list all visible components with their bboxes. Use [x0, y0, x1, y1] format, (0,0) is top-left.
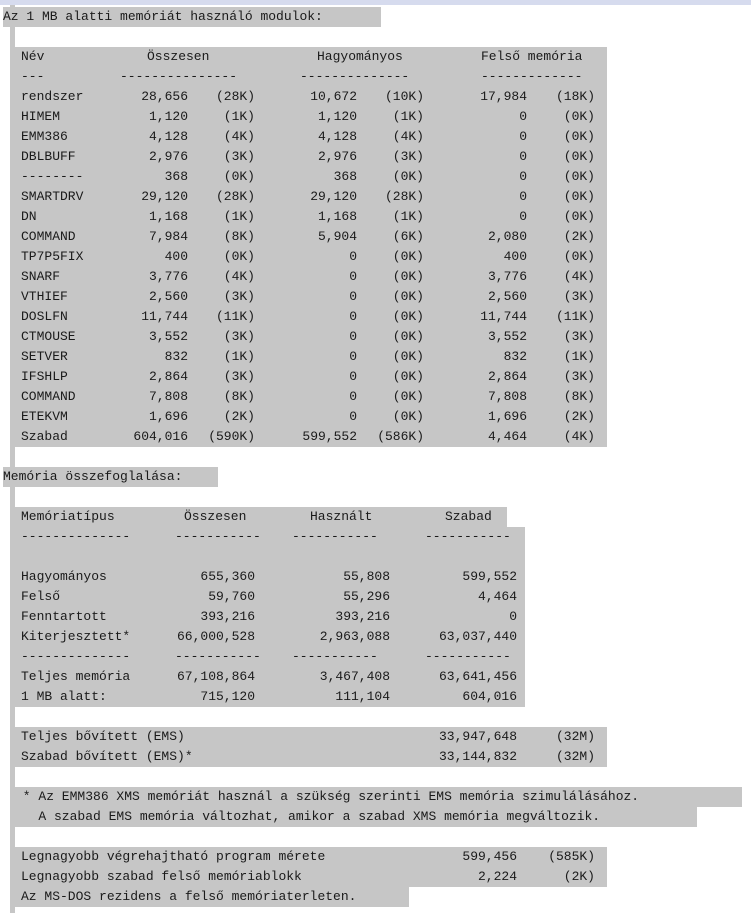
module-row — [15, 427, 607, 447]
dash: ----------- — [175, 649, 261, 664]
note-line — [15, 787, 742, 807]
total-bytes: 1,120 — [148, 109, 188, 124]
module-name: SMARTDRV — [21, 189, 84, 204]
module-name: SETVER — [21, 349, 68, 364]
module-name: DOSLFN — [21, 309, 68, 324]
total-k: (1K) — [223, 349, 255, 364]
upper-bytes: 3,552 — [487, 329, 527, 344]
size: (32M) — [555, 749, 595, 764]
upper-k: (4K) — [563, 429, 595, 444]
col-upper: Felső memória — [481, 49, 583, 64]
conventional-bytes: 1,120 — [317, 109, 357, 124]
module-row — [15, 347, 607, 367]
total-bytes: 7,808 — [148, 389, 188, 404]
conventional-k: (1K) — [392, 209, 424, 224]
note-line — [15, 807, 697, 827]
dash: --- — [21, 69, 45, 84]
conventional-bytes: 0 — [349, 409, 357, 424]
module-row — [15, 247, 607, 267]
upper-k: (2K) — [563, 409, 595, 424]
used: 55,296 — [343, 589, 390, 604]
total-bytes: 1,168 — [148, 209, 188, 224]
module-row — [15, 387, 607, 407]
upper-k: (0K) — [563, 189, 595, 204]
total-k: (4K) — [223, 269, 255, 284]
total-k: (0K) — [223, 169, 255, 184]
total-k: (3K) — [223, 329, 255, 344]
summary-row — [15, 567, 525, 587]
memory-type: Hagyományos — [21, 569, 107, 584]
module-name: SNARF — [21, 269, 61, 284]
total-k: (3K) — [223, 289, 255, 304]
total-bytes: 604,016 — [133, 429, 188, 444]
dash: -------------- — [21, 649, 131, 664]
summary-row — [15, 587, 525, 607]
label: Legnagyobb szabad felső memóriablokk — [21, 869, 302, 884]
upper-k: (0K) — [563, 149, 595, 164]
upper-k: (0K) — [563, 129, 595, 144]
conventional-k: (10K) — [384, 89, 424, 104]
size: (32M) — [555, 729, 595, 744]
col-free: Szabad — [445, 509, 492, 524]
dash: ----------- — [425, 649, 511, 664]
conventional-k: (586K) — [377, 429, 424, 444]
memory-type: Kiterjesztett* — [21, 629, 131, 644]
conventional-k: (6K) — [392, 229, 424, 244]
memory-type: Fenntartott — [21, 609, 107, 624]
conventional-bytes: 0 — [349, 329, 357, 344]
total-k: (3K) — [223, 149, 255, 164]
total-k: (2K) — [223, 409, 255, 424]
total-k: (28K) — [215, 89, 255, 104]
bytes: 599,456 — [462, 849, 517, 864]
upper-k: (0K) — [563, 169, 595, 184]
module-name: TP7P5FIX — [21, 249, 84, 264]
total-k: (590K) — [208, 429, 255, 444]
conventional-bytes: 2,976 — [317, 149, 357, 164]
module-row — [15, 367, 607, 387]
size: (2K) — [563, 869, 595, 884]
module-name: EMM386 — [21, 129, 68, 144]
section2-heading — [3, 467, 218, 487]
heading-text: Az 1 MB alatti memóriát használó modulok: — [3, 9, 323, 24]
largest-row — [15, 867, 607, 887]
section1-heading — [3, 7, 381, 27]
upper-k: (2K) — [563, 229, 595, 244]
upper-bytes: 17,984 — [480, 89, 527, 104]
conventional-k: (0K) — [392, 349, 424, 364]
upper-bytes: 0 — [519, 109, 527, 124]
upper-bytes: 2,080 — [487, 229, 527, 244]
conventional-bytes: 0 — [349, 389, 357, 404]
module-row — [15, 87, 607, 107]
module-name: rendszer — [21, 89, 84, 104]
dash: -------------- — [300, 69, 410, 84]
total-bytes: 1,696 — [148, 409, 188, 424]
upper-bytes: 4,464 — [487, 429, 527, 444]
dash: ----------- — [175, 529, 261, 544]
upper-k: (1K) — [563, 349, 595, 364]
module-name: IFSHLP — [21, 369, 68, 384]
upper-k: (18K) — [555, 89, 595, 104]
upper-bytes: 11,744 — [480, 309, 527, 324]
conventional-k: (0K) — [392, 329, 424, 344]
upper-bytes: 0 — [519, 169, 527, 184]
conventional-bytes: 0 — [349, 349, 357, 364]
summary-spacer — [15, 547, 525, 567]
upper-bytes: 7,808 — [487, 389, 527, 404]
used: 2,963,088 — [319, 629, 390, 644]
top-border — [0, 0, 751, 5]
upper-k: (4K) — [563, 269, 595, 284]
module-row — [15, 327, 607, 347]
dash: ------------- — [481, 69, 583, 84]
total-bytes: 11,744 — [141, 309, 188, 324]
conventional-k: (3K) — [392, 149, 424, 164]
total-bytes: 2,864 — [148, 369, 188, 384]
conventional-k: (4K) — [392, 129, 424, 144]
total-bytes: 3,776 — [148, 269, 188, 284]
conventional-bytes: 0 — [349, 309, 357, 324]
note-text: A szabad EMS memória változhat, amikor a szabad XMS memória megváltozik. — [15, 809, 601, 824]
label: Legnagyobb végrehajtható program mérete — [21, 849, 326, 864]
label: 1 MB alatt: — [21, 689, 107, 704]
modules-table-dashes — [15, 67, 607, 87]
used: 111,104 — [335, 689, 390, 704]
total-bytes: 28,656 — [141, 89, 188, 104]
conventional-bytes: 0 — [349, 289, 357, 304]
bytes: 2,224 — [477, 869, 517, 884]
module-name: -------- — [21, 169, 84, 184]
upper-bytes: 2,560 — [487, 289, 527, 304]
upper-bytes: 0 — [519, 209, 527, 224]
label: Szabad bővített (EMS)* — [21, 749, 193, 764]
total-bytes: 368 — [164, 169, 188, 184]
module-row — [15, 267, 607, 287]
module-row — [15, 207, 607, 227]
free: 599,552 — [462, 569, 517, 584]
size: (585K) — [548, 849, 595, 864]
col-used: Használt — [310, 509, 373, 524]
conventional-k: (0K) — [392, 409, 424, 424]
free: 63,641,456 — [438, 669, 517, 684]
total-bytes: 832 — [164, 349, 188, 364]
total-bytes: 29,120 — [141, 189, 188, 204]
upper-bytes: 0 — [519, 189, 527, 204]
module-row — [15, 167, 607, 187]
memory-type: Felső — [21, 589, 61, 604]
module-name: Szabad — [21, 429, 68, 444]
resident-text: Az MS-DOS rezidens a felső memóriaterleten. — [21, 889, 357, 904]
dash: --------------- — [120, 69, 238, 84]
summary-row — [15, 607, 525, 627]
module-row — [15, 147, 607, 167]
summary-total-row — [15, 667, 525, 687]
total-k: (0K) — [223, 249, 255, 264]
dash: -------------- — [21, 529, 131, 544]
conventional-k: (0K) — [392, 269, 424, 284]
conventional-bytes: 368 — [333, 169, 357, 184]
free: 604,016 — [462, 689, 517, 704]
upper-k: (0K) — [563, 209, 595, 224]
conventional-bytes: 0 — [349, 249, 357, 264]
summary-dashes — [15, 647, 525, 667]
conventional-k: (0K) — [392, 249, 424, 264]
note-text: * Az EMM386 XMS memóriát használ a szükség szerinti EMS memória szimulálásához. — [15, 789, 640, 804]
conventional-bytes: 4,128 — [317, 129, 357, 144]
total: 59,760 — [208, 589, 255, 604]
free: 0 — [509, 609, 517, 624]
ems-row — [15, 727, 607, 747]
upper-bytes: 0 — [519, 149, 527, 164]
used: 393,216 — [335, 609, 390, 624]
module-row — [15, 127, 607, 147]
total-k: (8K) — [223, 229, 255, 244]
module-name: DBLBUFF — [21, 149, 76, 164]
module-name: HIMEM — [21, 109, 61, 124]
total-k: (1K) — [223, 209, 255, 224]
module-name: DN — [21, 209, 37, 224]
total-bytes: 4,128 — [148, 129, 188, 144]
memory-type: Teljes memória — [21, 669, 131, 684]
module-row — [15, 307, 607, 327]
bytes: 33,144,832 — [438, 749, 517, 764]
summary-dashes — [15, 527, 525, 547]
module-name: CTMOUSE — [21, 329, 76, 344]
total-k: (11K) — [215, 309, 255, 324]
used: 55,808 — [343, 569, 390, 584]
upper-k: (3K) — [563, 329, 595, 344]
conventional-bytes: 0 — [349, 269, 357, 284]
conventional-k: (1K) — [392, 109, 424, 124]
conventional-bytes: 29,120 — [310, 189, 357, 204]
upper-k: (0K) — [563, 249, 595, 264]
upper-bytes: 3,776 — [487, 269, 527, 284]
conventional-bytes: 599,552 — [302, 429, 357, 444]
col-type: Memóriatípus — [21, 509, 115, 524]
upper-k: (11K) — [555, 309, 595, 324]
below-1mb-row — [15, 687, 525, 707]
col-name: Név — [21, 49, 45, 64]
ems-row — [15, 747, 607, 767]
conventional-bytes: 5,904 — [317, 229, 357, 244]
upper-bytes: 0 — [519, 129, 527, 144]
module-row — [15, 287, 607, 307]
total-bytes: 2,560 — [148, 289, 188, 304]
label: Teljes bővített (EMS) — [21, 729, 185, 744]
total-bytes: 3,552 — [148, 329, 188, 344]
total-k: (3K) — [223, 369, 255, 384]
used: 3,467,408 — [319, 669, 390, 684]
col-total: Összesen — [184, 509, 247, 524]
total: 655,360 — [200, 569, 255, 584]
upper-bytes: 1,696 — [487, 409, 527, 424]
conventional-bytes: 10,672 — [310, 89, 357, 104]
col-total: Összesen — [147, 49, 210, 64]
upper-bytes: 832 — [503, 349, 527, 364]
module-name: COMMAND — [21, 389, 76, 404]
upper-k: (0K) — [563, 109, 595, 124]
dash: ----------- — [292, 649, 378, 664]
bytes: 33,947,648 — [438, 729, 517, 744]
free: 4,464 — [477, 589, 517, 604]
col-conventional: Hagyományos — [317, 49, 403, 64]
module-row — [15, 227, 607, 247]
upper-k: (3K) — [563, 289, 595, 304]
total-bytes: 400 — [164, 249, 188, 264]
resident-line — [15, 887, 409, 907]
dash: ----------- — [425, 529, 511, 544]
largest-row — [15, 847, 607, 867]
upper-bytes: 2,864 — [487, 369, 527, 384]
conventional-k: (0K) — [392, 309, 424, 324]
total: 66,000,528 — [176, 629, 255, 644]
conventional-bytes: 0 — [349, 369, 357, 384]
upper-k: (3K) — [563, 369, 595, 384]
conventional-k: (0K) — [392, 369, 424, 384]
dash: ----------- — [292, 529, 378, 544]
modules-table-header — [15, 47, 607, 67]
module-row — [15, 407, 607, 427]
summary-row — [15, 627, 525, 647]
summary-header — [15, 507, 507, 527]
heading-text: Memória összefoglalása: — [3, 469, 183, 484]
total-k: (4K) — [223, 129, 255, 144]
conventional-k: (0K) — [392, 169, 424, 184]
total-k: (1K) — [223, 109, 255, 124]
module-row — [15, 107, 607, 127]
conventional-k: (0K) — [392, 289, 424, 304]
module-row — [15, 187, 607, 207]
total-k: (8K) — [223, 389, 255, 404]
total-k: (28K) — [215, 189, 255, 204]
total-bytes: 7,984 — [148, 229, 188, 244]
total: 67,108,864 — [176, 669, 255, 684]
upper-bytes: 400 — [503, 249, 527, 264]
conventional-bytes: 1,168 — [317, 209, 357, 224]
module-name: VTHIEF — [21, 289, 68, 304]
total-bytes: 2,976 — [148, 149, 188, 164]
module-name: COMMAND — [21, 229, 76, 244]
upper-k: (8K) — [563, 389, 595, 404]
module-name: ETEKVM — [21, 409, 68, 424]
total: 715,120 — [200, 689, 255, 704]
free: 63,037,440 — [438, 629, 517, 644]
conventional-k: (0K) — [392, 389, 424, 404]
conventional-k: (28K) — [384, 189, 424, 204]
total: 393,216 — [200, 609, 255, 624]
